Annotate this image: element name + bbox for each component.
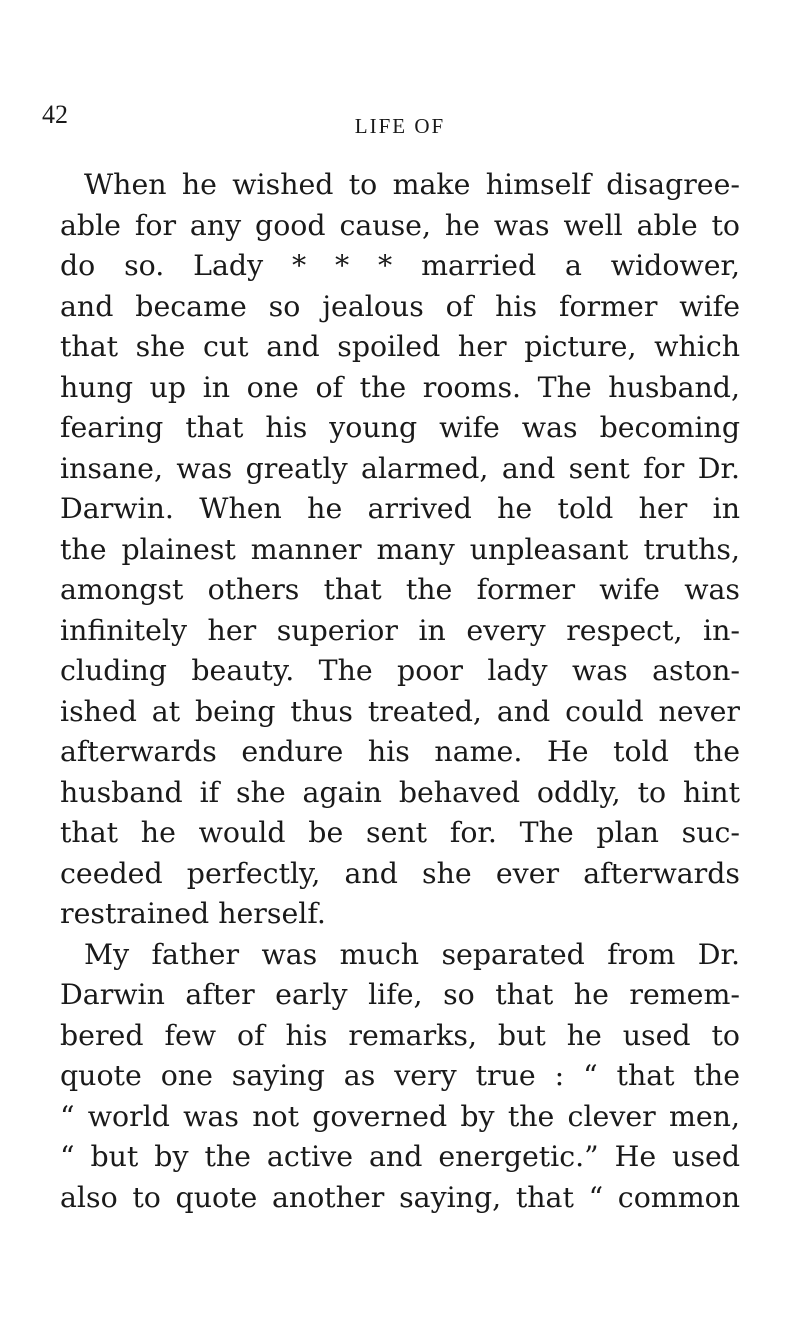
text-line: cluding beauty. The poor lady was aston- — [60, 654, 740, 687]
text-line: infinitely her superior in every respect, in- — [60, 613, 740, 647]
text-line: “ but by the active and energetic.” He used — [60, 1140, 740, 1173]
text-line: amongst others that the former wife was — [60, 573, 740, 606]
text-line: insane, was greatly alarmed, and sent for Dr. — [60, 451, 740, 485]
text-line: ceeded perfectly, and she ever afterwards — [60, 856, 740, 890]
text-line: husband if she again behaved oddly, to hint — [60, 775, 740, 809]
text-line: hung up in one of the rooms. The husband, — [60, 370, 740, 404]
text-line: able for any good cause, he was well able to — [60, 208, 740, 242]
text-line: the plainest manner many unpleasant truths, — [60, 532, 740, 566]
text-line: afterwards endure his name. He told the — [60, 735, 740, 768]
text-line: and became so jealous of his former wife — [60, 289, 740, 323]
text-line: that she cut and spoiled her picture, which — [60, 330, 740, 363]
text-line: “ world was not governed by the clever men, — [60, 1099, 740, 1133]
text-line: restrained herself. — [60, 897, 326, 930]
text-line: When he wished to make himself disagree- — [84, 168, 740, 201]
text-line: Darwin. When he arrived he told her in — [60, 492, 740, 525]
text-line: ished at being thus treated, and could never — [60, 694, 740, 728]
text-line: My father was much separated from Dr. — [84, 937, 740, 971]
running-title: LIFE OF — [354, 114, 446, 138]
text-line: that he would be sent for. The plan suc- — [60, 816, 740, 849]
text-line: bered few of his remarks, but he used to — [60, 1018, 740, 1052]
body-text — [60, 165, 740, 1218]
text-line: fearing that his young wife was becoming — [60, 411, 740, 444]
text-line: also to quote another saying, that “ common — [60, 1180, 740, 1214]
text-line: quote one saying as very true : “ that the — [60, 1059, 740, 1092]
text-line: Darwin after early life, so that he remem- — [60, 978, 740, 1011]
page-number: 42 — [42, 100, 68, 129]
text-line: do so. Lady * * * married a widower, — [60, 249, 740, 282]
